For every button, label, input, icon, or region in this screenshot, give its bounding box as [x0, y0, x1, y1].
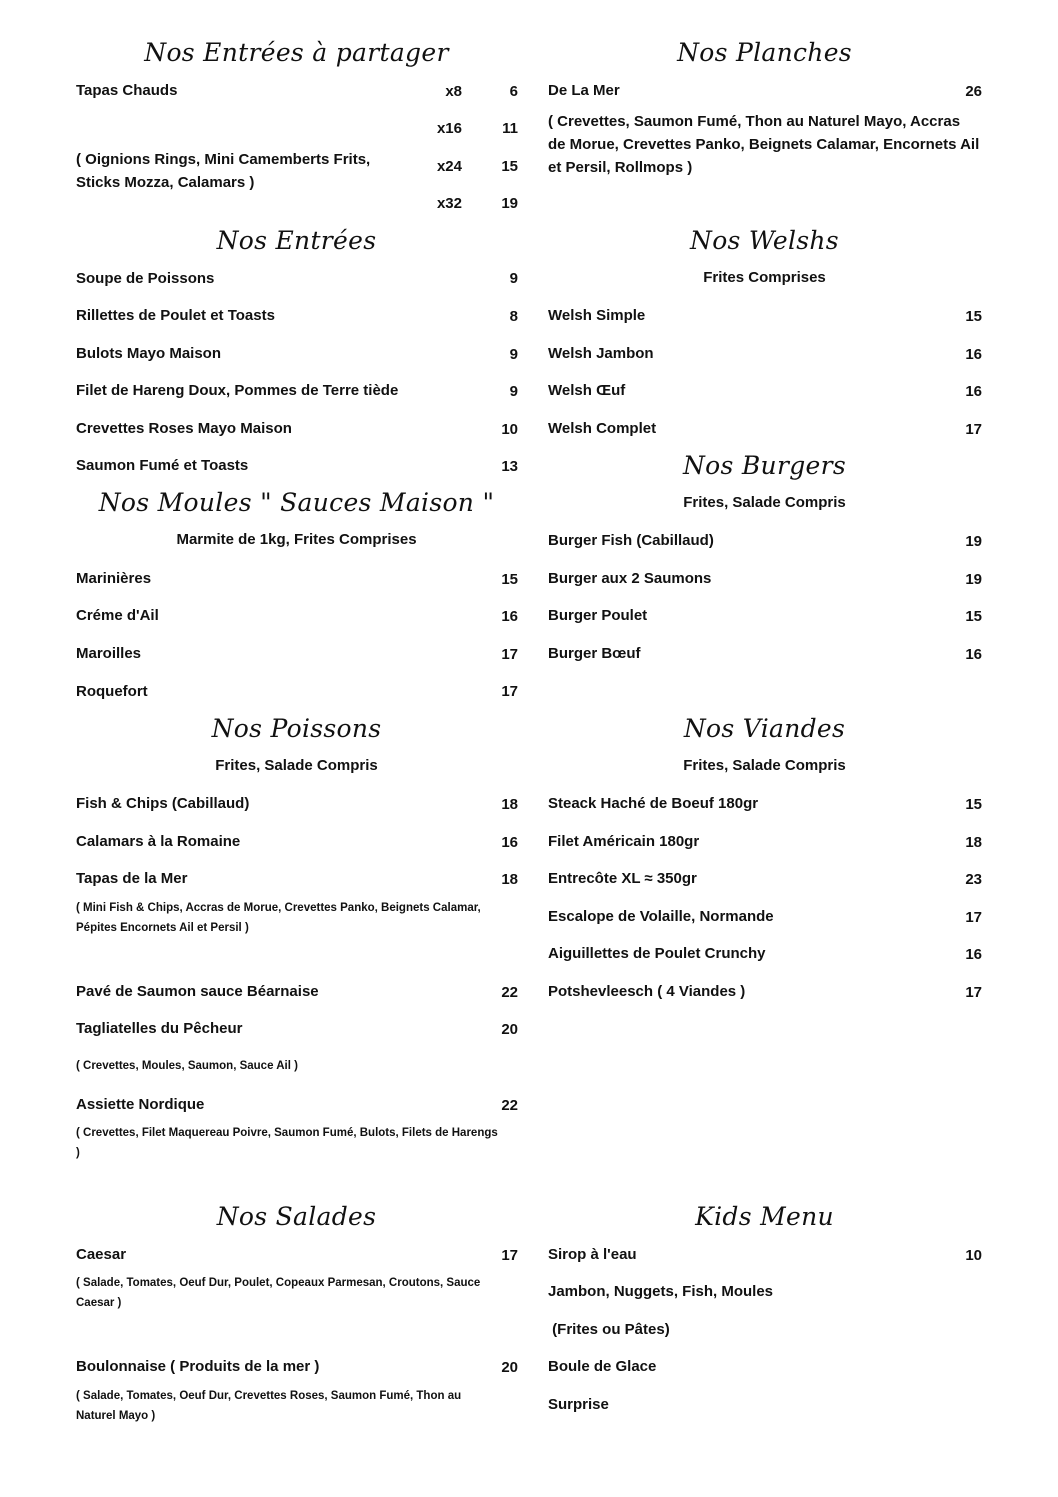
menu-item-name: Fish & Chips (Cabillaud): [76, 795, 250, 812]
menu-item-price: 17: [965, 421, 982, 438]
menu-item-description: ( Crevettes, Saumon Fumé, Thon au Naturel Mayo, Accras de Morue, Crevettes Panko, Beignets Calamar, Encornets Ail et Persil, Rollmops ): [548, 113, 980, 176]
menu-item-description: ( Crevettes, Moules, Saumon, Sauce Ail ): [76, 1060, 298, 1072]
portion-qty: x24: [436, 158, 462, 175]
section-title-viandes: Nos Viandes: [683, 714, 846, 743]
menu-item-price: 18: [501, 871, 518, 888]
menu-item-description: ( Salade, Tomates, Oeuf Dur, Poulet, Copeaux Parmesan, Croutons, Sauce Caesar ): [76, 1277, 481, 1309]
menu-item-name: Créme d'Ail: [76, 607, 159, 624]
menu-item-price: 11: [502, 120, 518, 137]
menu-item-price: 16: [965, 346, 982, 363]
kids-menu-line: Boule de Glace: [548, 1358, 657, 1375]
menu-item-price: 16: [965, 646, 982, 663]
portion-qty: x16: [436, 120, 462, 137]
kids-menu-line: Jambon, Nuggets, Fish, Moules: [548, 1283, 774, 1300]
menu-item-name: Welsh Simple: [548, 307, 646, 324]
menu-item-name: Burger Fish (Cabillaud): [548, 532, 714, 549]
menu-item-description: ( Crevettes, Filet Maquereau Poivre, Saumon Fumé, Bulots, Filets de Harengs ): [76, 1127, 498, 1159]
menu-item-price: 19: [501, 195, 518, 212]
menu-item-name: Welsh Complet: [548, 420, 657, 437]
menu-item-price: 26: [965, 83, 982, 100]
menu-item-name: Filet Américain 180gr: [548, 833, 700, 850]
menu-item-name: Burger aux 2 Saumons: [548, 570, 712, 587]
menu-item-price: 15: [965, 796, 982, 813]
menu-item-price: 16: [965, 383, 982, 400]
menu-item-description: ( Oignions Rings, Mini Camemberts Frits, Sticks Mozza, Calamars ): [76, 151, 371, 191]
section-subtitle: Marmite de 1kg, Frites Comprises: [176, 531, 417, 548]
portion-qty: x8: [445, 83, 462, 100]
menu-item-price: 10: [965, 1247, 982, 1264]
menu-item-name: Steack Haché de Boeuf 180gr: [548, 795, 759, 812]
menu-item-price: 15: [501, 571, 518, 588]
menu-item-name: Filet de Hareng Doux, Pommes de Terre tiède: [76, 382, 399, 399]
menu-item-name: Soupe de Poissons: [76, 270, 215, 287]
menu-item-name: Burger Bœuf: [548, 645, 641, 662]
menu-item-price: 17: [965, 984, 982, 1001]
menu-item-name: De La Mer: [548, 82, 620, 99]
section-subtitle: Frites, Salade Compris: [683, 494, 846, 511]
section-title-entrees-partager: Nos Entrées à partager: [144, 38, 449, 67]
menu-item-name: Crevettes Roses Mayo Maison: [76, 420, 292, 437]
menu-item-name: Roquefort: [76, 683, 148, 700]
menu-item-name: Escalope de Volaille, Normande: [548, 908, 774, 925]
menu-item-name: Pavé de Saumon sauce Béarnaise: [76, 983, 319, 1000]
menu-item-price: 17: [501, 683, 518, 700]
menu-item-price: 16: [501, 834, 518, 851]
section-title-kids-menu: Kids Menu: [695, 1202, 834, 1231]
menu-item-price: 19: [965, 571, 982, 588]
section-title-burgers: Nos Burgers: [682, 451, 846, 480]
menu-item-description: ( Salade, Tomates, Oeuf Dur, Crevettes Roses, Saumon Fumé, Thon au Naturel Mayo ): [76, 1390, 462, 1422]
menu-item-price: 13: [501, 458, 518, 475]
menu-item-name: Marinières: [76, 570, 152, 587]
menu-item-price: 19: [965, 533, 982, 550]
menu-item-name: Tagliatelles du Pêcheur: [76, 1020, 243, 1037]
menu-item-price: 9: [509, 270, 518, 287]
menu-item-name: Tapas Chauds: [76, 82, 178, 99]
menu-item-price: 18: [501, 796, 518, 813]
menu-item-name: Calamars à la Romaine: [76, 833, 241, 850]
menu-item-price: 15: [965, 308, 982, 325]
section-title-planches: Nos Planches: [677, 38, 852, 67]
section-title-moules: Nos Moules " Sauces Maison ": [98, 488, 495, 517]
menu-item-name: Welsh Jambon: [548, 345, 654, 362]
kids-menu-line: Surprise: [548, 1396, 609, 1413]
menu-item-name: Tapas de la Mer: [76, 870, 188, 887]
menu-item-price: 15: [965, 608, 982, 625]
section-subtitle: Frites Comprises: [703, 269, 826, 286]
menu-item-name: Potshevleesch ( 4 Viandes ): [548, 983, 746, 1000]
menu-item-price: 10: [501, 421, 518, 438]
menu-item-name: Welsh Œuf: [548, 382, 626, 399]
menu-item-price: 20: [501, 1359, 518, 1376]
menu-item-name: Burger Poulet: [548, 607, 648, 624]
kids-menu-line: Sirop à l'eau: [548, 1246, 637, 1263]
menu-item-price: 22: [501, 1097, 518, 1114]
menu-item-name: Assiette Nordique: [76, 1096, 205, 1113]
menu-item-description: ( Mini Fish & Chips, Accras de Morue, Crevettes Panko, Beignets Calamar, Pépites Encornets Ail et Persil ): [76, 902, 481, 934]
section-title-welshs: Nos Welshs: [690, 226, 839, 255]
menu-item-price: 9: [509, 383, 518, 400]
menu-item-name: Aiguillettes de Poulet Crunchy: [548, 945, 766, 962]
section-subtitle: Frites, Salade Compris: [683, 757, 846, 774]
menu-item-name: Rillettes de Poulet et Toasts: [76, 307, 275, 324]
menu-item-price: 17: [965, 909, 982, 926]
menu-item-price: 15: [501, 158, 518, 175]
menu-item-name: Saumon Fumé et Toasts: [76, 457, 249, 474]
section-title-entrees: Nos Entrées: [216, 226, 377, 255]
menu-item-price: 9: [509, 346, 518, 363]
section-subtitle: Frites, Salade Compris: [215, 757, 378, 774]
menu-item-price: 18: [965, 834, 982, 851]
kids-menu-line: (Frites ou Pâtes): [548, 1321, 670, 1338]
menu-item-name: Boulonnaise ( Produits de la mer ): [76, 1358, 320, 1375]
menu-item-price: 8: [509, 308, 518, 325]
menu-item-price: 20: [501, 1021, 518, 1038]
menu-item-price: 23: [965, 871, 982, 888]
menu-item-name: Bulots Mayo Maison: [76, 345, 222, 362]
menu-item-name: Maroilles: [76, 645, 142, 662]
menu-item-price: 6: [509, 83, 518, 100]
menu-item-name: Caesar: [76, 1246, 127, 1263]
menu-item-name: Entrecôte XL ≈ 350gr: [548, 870, 697, 887]
menu-item-price: 17: [501, 646, 518, 663]
menu-item-price: 22: [501, 984, 518, 1001]
section-title-poissons: Nos Poissons: [211, 714, 382, 743]
menu-item-price: 17: [501, 1247, 518, 1264]
portion-qty: x32: [436, 195, 462, 212]
section-title-salades: Nos Salades: [216, 1202, 377, 1231]
menu-item-price: 16: [965, 946, 982, 963]
menu-item-price: 16: [501, 608, 518, 625]
